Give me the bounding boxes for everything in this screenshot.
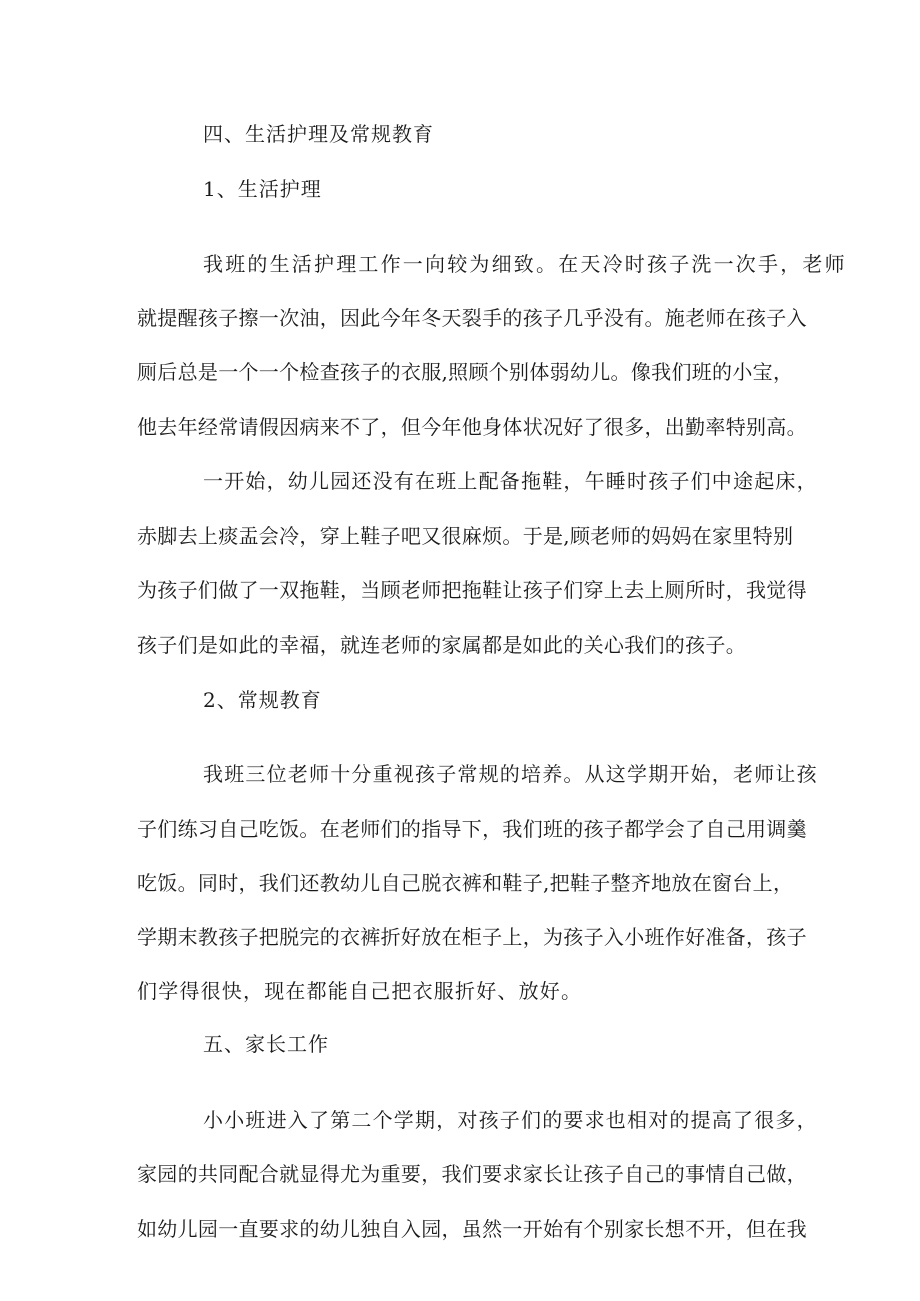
paragraph-2-line-1: 一开始，幼儿园还没有在班上配备拖鞋，午睡时孩子们中途起床，: [203, 469, 818, 493]
paragraph-4-line-2: 家园的共同配合就显得尤为重要，我们要求家长让孩子自己的事情自己做，: [137, 1162, 807, 1186]
paragraph-2-line-4: 孩子们是如此的幸福，就连老师的家属都是如此的关心我们的孩子。: [137, 633, 746, 657]
paragraph-3-line-5: 们学得很快，现在都能自己把衣服折好、放好。: [137, 979, 583, 1003]
paragraph-3-line-2: 子们练习自己吃饭。在老师们的指导下，我们班的孩子都学会了自己用调羹: [137, 817, 807, 841]
paragraph-3-line-4: 学期末教孩子把脱完的衣裤折好放在柜子上，为孩子入小班作好准备，孩子: [137, 925, 807, 949]
paragraph-1-line-3: 厕后总是一个一个检查孩子的衣服,照顾个别体弱幼儿。像我们班的小宝，: [137, 360, 794, 384]
paragraph-4-line-1: 小小班进入了第二个学期，对孩子们的要求也相对的提高了很多，: [203, 1108, 818, 1132]
subsection-heading-routine-education: 2、常规教育: [203, 688, 322, 712]
paragraph-3-line-1: 我班三位老师十分重视孩子常规的培养。从这学期开始，老师让孩: [203, 762, 818, 786]
paragraph-4-line-3: 如幼儿园一直要求的幼儿独自入园，虽然一开始有个别家长想不开，但在我: [137, 1217, 807, 1241]
paragraph-2-line-3: 为孩子们做了一双拖鞋，当顾老师把拖鞋让孩子们穿上去上厕所时，我觉得: [137, 578, 807, 602]
paragraph-1-line-4: 他去年经常请假因病来不了，但今年他身体状况好了很多，出勤率特别高。: [137, 415, 807, 439]
paragraph-1-line-1: 我班的生活护理工作一向较为细致。在天冷时孩子洗一次手，老师: [203, 252, 847, 276]
subsection-heading-life-care: 1、生活护理: [203, 177, 322, 201]
paragraph-3-line-3: 吃饭。同时，我们还教幼儿自己脱衣裤和鞋子,把鞋子整齐地放在窗台上，: [137, 871, 794, 895]
section-heading-4: 四、生活护理及常规教育: [203, 122, 434, 146]
paragraph-1-line-2: 就提醒孩子擦一次油，因此今年冬天裂手的孩子几乎没有。施老师在孩子入: [137, 306, 807, 330]
section-heading-5: 五、家长工作: [203, 1032, 329, 1056]
paragraph-2-line-2: 赤脚去上痰盂会冷，穿上鞋子吧又很麻烦。于是,顾老师的妈妈在家里特别: [137, 524, 794, 548]
